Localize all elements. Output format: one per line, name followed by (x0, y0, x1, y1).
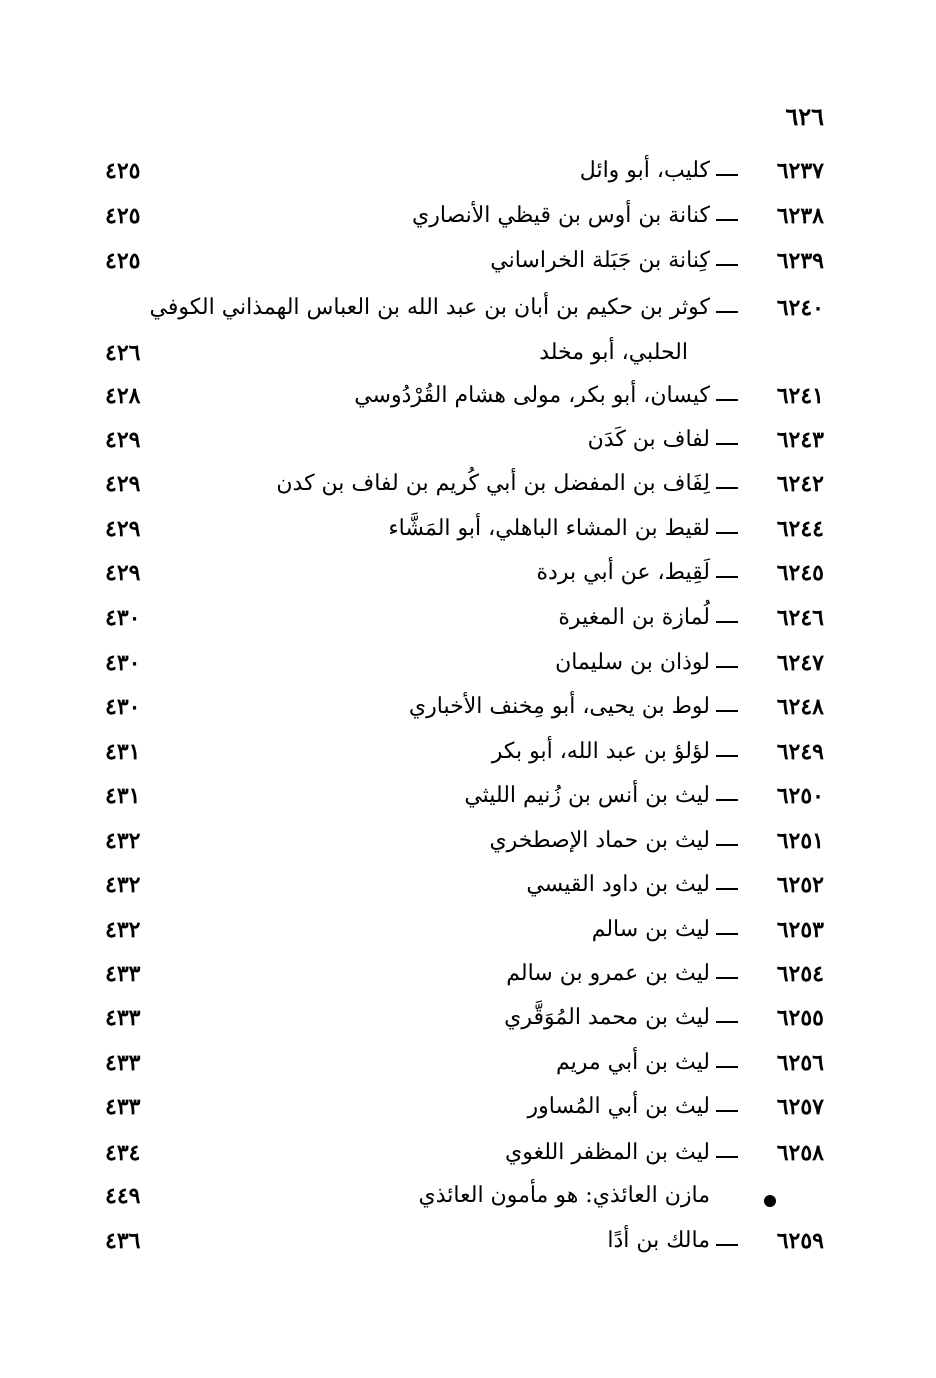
index-entry (0, 1183, 936, 1223)
entry-page-number: ٤٣٣ (105, 1050, 141, 1076)
index-entry (0, 248, 936, 288)
entry-page-number: ٤٢٥ (105, 248, 141, 274)
dash-separator (716, 399, 738, 401)
entry-number: ٦٢٣٧ (776, 158, 824, 184)
dash-separator (716, 1066, 738, 1068)
dash-separator (716, 844, 738, 846)
entry-page-number: ٤٢٩ (105, 471, 141, 497)
bullet-icon (764, 1195, 776, 1207)
index-entry (0, 516, 936, 556)
entry-page-number: ٤٣٣ (105, 961, 141, 987)
dash-separator (716, 621, 738, 623)
index-entry (0, 1228, 936, 1268)
index-entry (0, 471, 936, 511)
entry-name: ليث بن أبي المُساور (527, 1094, 710, 1119)
entry-name: لِفَاف بن المفضل بن أبي كُريم بن لفاف بن كدن (276, 471, 710, 496)
entry-number: ٦٢٤٦ (776, 605, 824, 631)
entry-name: كيسان، أبو بكر، مولى هشام القُرْدُوسي (354, 383, 710, 408)
entry-number: ٦٢٤٣ (776, 427, 824, 453)
index-entry (0, 783, 936, 823)
entry-number: ٦٢٥٤ (776, 961, 824, 987)
index-entry (0, 1140, 936, 1180)
index-entry (0, 1005, 936, 1045)
entry-name: ليث بن المظفر اللغوي (505, 1140, 710, 1165)
entry-number: ٦٢٤٥ (776, 560, 824, 586)
dash-separator (716, 933, 738, 935)
entry-page-number: ٤٣١ (105, 739, 141, 765)
entry-name: مازن العائذي: هو مأمون العائذي (418, 1183, 710, 1208)
entry-number: ٦٢٥٨ (776, 1140, 824, 1166)
entry-name: ليث بن حماد الإصطخري (489, 828, 710, 853)
entry-number: ٦٢٥٠ (776, 783, 824, 809)
entry-page-number: ٤٣٤ (105, 1140, 141, 1166)
dash-separator (716, 174, 738, 176)
dash-separator (716, 1021, 738, 1023)
entry-name: الحلبي، أبو مخلد (539, 340, 688, 365)
dash-separator (716, 532, 738, 534)
index-entry (0, 917, 936, 957)
entry-page-number: ٤٣٠ (105, 605, 141, 631)
entry-page-number: ٤٢٥ (105, 158, 141, 184)
entry-page-number: ٤٣١ (105, 783, 141, 809)
dash-separator (716, 1244, 738, 1246)
index-entry (0, 560, 936, 600)
dash-separator (716, 666, 738, 668)
entry-page-number: ٤٣٦ (105, 1228, 141, 1254)
index-entry (0, 1050, 936, 1090)
entry-name: ليث بن سالم (591, 917, 710, 942)
entry-number: ٦٢٣٨ (776, 203, 824, 229)
entry-name: ليث بن عمرو بن سالم (506, 961, 710, 986)
entry-number: ٦٢٥١ (776, 828, 824, 854)
dash-separator (716, 755, 738, 757)
entry-name: ليث بن محمد المُوَقَّري (504, 1005, 710, 1030)
entry-number: ٦٢٥٣ (776, 917, 824, 943)
entry-page-number: ٤٣٣ (105, 1005, 141, 1031)
entry-number: ٦٢٤١ (776, 383, 824, 409)
index-entry (0, 872, 936, 912)
index-entry (0, 650, 936, 690)
dash-separator (716, 487, 738, 489)
entry-page-number: ٤٣٣ (105, 1094, 141, 1120)
entry-number: ٦٢٥٧ (776, 1094, 824, 1120)
entry-name: لؤلؤ بن عبد الله، أبو بكر (491, 739, 710, 764)
entry-name: كِنانة بن جَبَلة الخراساني (490, 248, 710, 273)
entry-name: لفاف بن كَدَن (587, 427, 710, 452)
dash-separator (716, 710, 738, 712)
index-entry (0, 694, 936, 734)
index-entry (0, 961, 936, 1001)
entry-name: ليث بن أبي مريم (555, 1050, 710, 1075)
entry-name: ليث بن داود القيسي (526, 872, 710, 897)
index-entry (0, 605, 936, 645)
dash-separator (716, 576, 738, 578)
index-entry (0, 340, 936, 380)
index-entry (0, 158, 936, 198)
entry-page-number: ٤٢٩ (105, 516, 141, 542)
dash-separator (716, 888, 738, 890)
dash-separator (716, 311, 738, 313)
entry-number: ٦٢٤٠ (776, 295, 824, 321)
dash-separator (716, 443, 738, 445)
entry-page-number: ٤٣٢ (105, 872, 141, 898)
entry-number: ٦٢٥٦ (776, 1050, 824, 1076)
dash-separator (716, 1110, 738, 1112)
index-entry (0, 739, 936, 779)
entry-page-number: ٤٣٢ (105, 828, 141, 854)
entry-page-number: ٤٣٠ (105, 694, 141, 720)
entry-name: كليب، أبو وائل (579, 158, 710, 183)
entry-page-number: ٤٤٩ (105, 1183, 141, 1209)
entry-page-number: ٤٢٥ (105, 203, 141, 229)
entry-name: كوثر بن حكيم بن أبان بن عبد الله بن العباس الهمذاني الكوفي (149, 295, 710, 320)
entry-page-number: ٤٢٨ (105, 383, 141, 409)
index-entry (0, 383, 936, 423)
entry-page-number: ٤٢٦ (105, 340, 141, 366)
entry-name: مالك بن أدًا (607, 1228, 710, 1253)
entry-page-number: ٤٢٩ (105, 560, 141, 586)
entry-number: ٦٢٥٢ (776, 872, 824, 898)
entry-number: ٦٢٣٩ (776, 248, 824, 274)
index-entry (0, 1094, 936, 1134)
entry-number: ٦٢٥٩ (776, 1228, 824, 1254)
entry-number: ٦٢٤٤ (776, 516, 824, 542)
entry-name: لقيط بن المشاء الباهلي، أبو المَشَّاء (388, 516, 710, 541)
index-entry (0, 427, 936, 467)
entry-name: لوط بن يحيى، أبو مِخنف الأخباري (408, 694, 710, 719)
entry-number: ٦٢٤٧ (776, 650, 824, 676)
entry-number: ٦٢٥٥ (776, 1005, 824, 1031)
entry-name: كنانة بن أوس بن قيظي الأنصاري (412, 203, 710, 228)
page-number: ٦٢٦ (785, 102, 824, 131)
entry-name: لَقِيط، عن أبي بردة (536, 560, 710, 585)
index-entry (0, 295, 936, 335)
entry-number: ٦٢٤٩ (776, 739, 824, 765)
entry-name: ليث بن أنس بن زُنيم الليثي (464, 783, 710, 808)
entry-name: لوذان بن سليمان (555, 650, 710, 675)
entry-page-number: ٤٢٩ (105, 427, 141, 453)
dash-separator (716, 977, 738, 979)
entry-number: ٦٢٤٨ (776, 694, 824, 720)
dash-separator (716, 219, 738, 221)
dash-separator (716, 1156, 738, 1158)
dash-separator (716, 264, 738, 266)
entry-number: ٦٢٤٢ (776, 471, 824, 497)
index-entry (0, 203, 936, 243)
index-entry (0, 828, 936, 868)
dash-separator (716, 799, 738, 801)
entry-page-number: ٤٣٠ (105, 650, 141, 676)
entry-name: لُمازة بن المغيرة (558, 605, 710, 630)
entry-page-number: ٤٣٢ (105, 917, 141, 943)
